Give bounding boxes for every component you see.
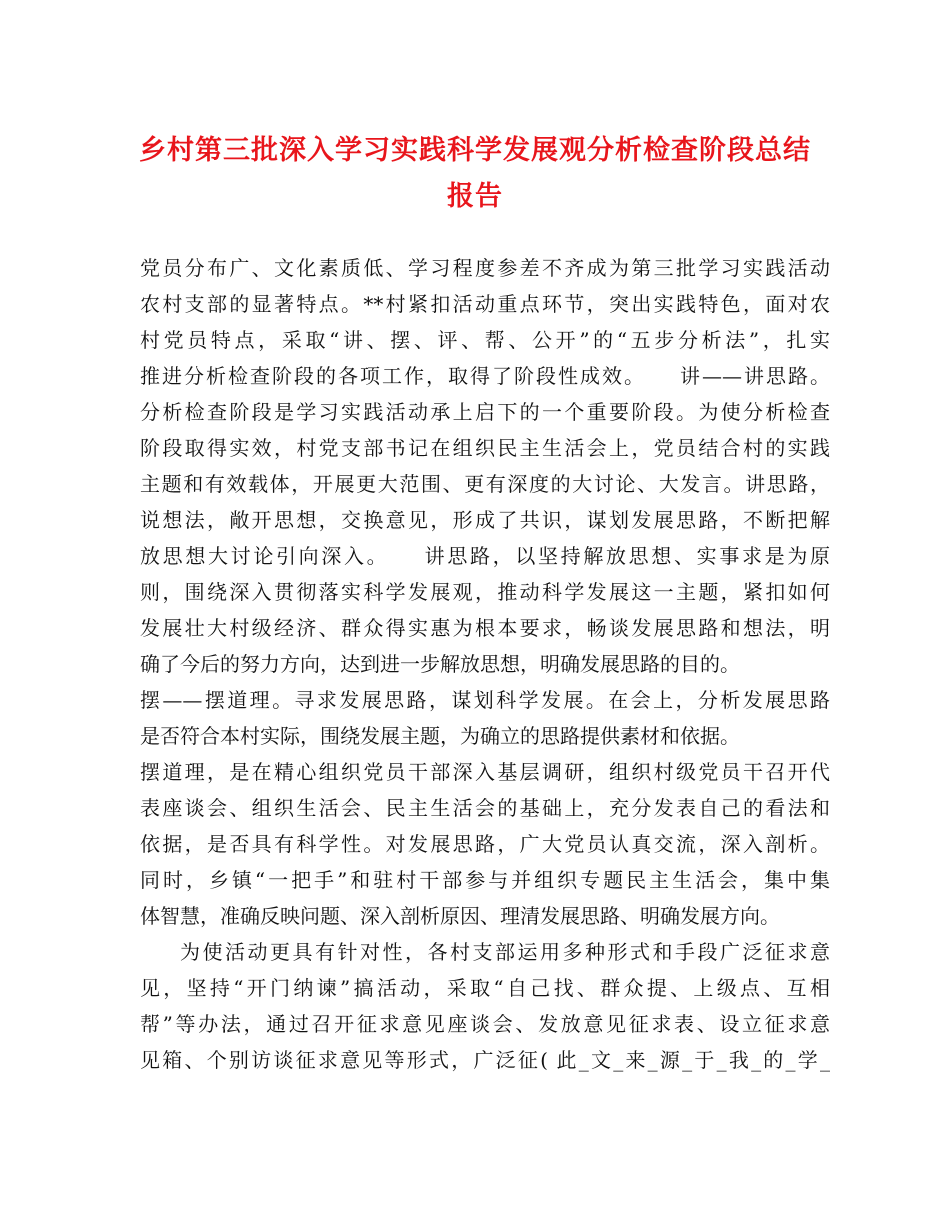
body-line: 是否符合本村实际，围绕发展主题，为确立的思路提供素材和依据。 xyxy=(140,724,740,748)
body-line: 农村支部的显著特点。**村紧扣活动重点环节，突出实践特色，面对农 xyxy=(140,292,830,316)
title-line-2: 报告 xyxy=(447,181,503,212)
body-line: 帮”等办法，通过召开征求意见座谈会、发放意见征求表、设立征求意 xyxy=(140,1012,830,1036)
body-line: 为使活动更具有针对性，各村支部运用多种形式和手段广泛征求意 xyxy=(180,940,830,964)
body-line: 分析检查阶段是学习实践活动承上启下的一个重要阶段。为使分析检查 xyxy=(140,400,830,424)
body-line: 摆——摆道理。寻求发展思路，谋划科学发展。在会上，分析发展思路 xyxy=(140,688,830,712)
document-body xyxy=(140,250,830,1078)
body-line: 同时，乡镇“一把手”和驻村干部参与并组织专题民主生活会，集中集 xyxy=(140,868,830,892)
body-line: 村党员特点，采取“讲、摆、评、帮、公开”的“五步分析法”，扎实 xyxy=(140,328,830,352)
body-line: 见箱、个别访谈征求意见等形式，广泛征( 此_文_来_源_于_我_的_学_ xyxy=(140,1048,830,1072)
body-line: 发展壮大村级经济、群众得实惠为根本要求，畅谈发展思路和想法，明 xyxy=(140,616,830,640)
body-line: 主题和有效载体，开展更大范围、更有深度的大讨论、大发言。讲思路， xyxy=(140,472,830,496)
title-line-1: 乡村第三批深入学习实践科学发展观分析检查阶段总结 xyxy=(139,135,811,166)
body-line: 确了今后的努力方向，达到进一步解放思想，明确发展思路的目的。 xyxy=(140,652,740,676)
body-line: 放思想大讨论引向深入。 讲思路，以坚持解放思想、实事求是为原 xyxy=(140,544,830,568)
body-line: 表座谈会、组织生活会、民主生活会的基础上，充分发表自己的看法和 xyxy=(140,796,830,820)
body-line: 依据，是否具有科学性。对发展思路，广大党员认真交流，深入剖析。 xyxy=(140,832,830,856)
document-title xyxy=(120,128,830,220)
body-line: 摆道理，是在精心组织党员干部深入基层调研，组织村级党员干召开代 xyxy=(140,760,830,784)
body-line: 体智慧，准确反映问题、深入剖析原因、理清发展思路、明确发展方向。 xyxy=(140,904,780,928)
body-line: 见，坚持“开门纳谏”搞活动，采取“自己找、群众提、上级点、互相 xyxy=(140,976,830,1000)
body-line: 党员分布广、文化素质低、学习程度参差不齐成为第三批学习实践活动 xyxy=(140,256,830,280)
body-line: 推进分析检查阶段的各项工作，取得了阶段性成效。 讲——讲思路。 xyxy=(140,364,830,388)
body-line: 说想法，敞开思想，交换意见，形成了共识，谋划发展思路，不断把解 xyxy=(140,508,830,532)
body-line: 则，围绕深入贯彻落实科学发展观，推动科学发展这一主题，紧扣如何 xyxy=(140,580,830,604)
body-line: 阶段取得实效，村党支部书记在组织民主生活会上，党员结合村的实践 xyxy=(140,436,830,460)
